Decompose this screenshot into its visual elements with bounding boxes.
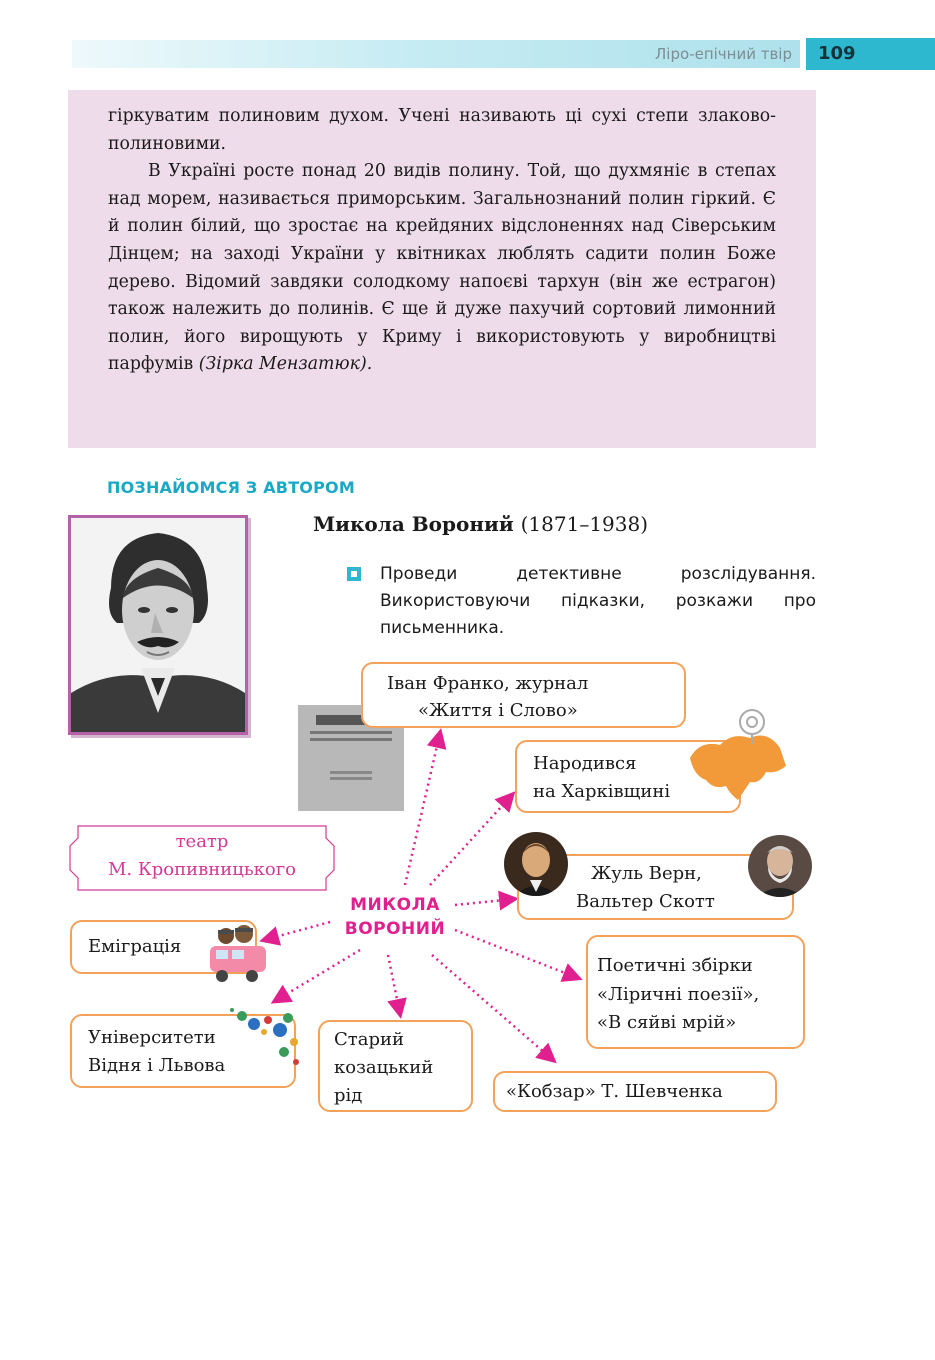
cossack-line-3: рід (334, 1085, 363, 1106)
kobzar-text: «Кобзар» Т. Шевченка (506, 1081, 723, 1102)
verne-line-1: Жуль Верн, (591, 863, 702, 884)
bubble-kobzar (493, 1071, 777, 1112)
verne-line-2: Вальтер Скотт (576, 891, 715, 912)
arrow-cossack (388, 955, 400, 1014)
section-title: Ліро-епічний твір (655, 45, 792, 63)
emigration-text: Еміграція (88, 936, 182, 957)
poetry-line-2: «Ліричні поезії», (597, 984, 760, 1005)
jules-verne-portrait (748, 835, 812, 897)
travel-bus-icon (204, 922, 272, 986)
franko-line-2: «Життя і Слово» (418, 700, 578, 721)
theatre-line-2: М. Кропивницького (107, 859, 296, 880)
univ-line-2: Відня і Львова (88, 1055, 226, 1076)
bubble-cossack (318, 1020, 473, 1112)
bubble-franko (361, 662, 686, 728)
excerpt-paragraph-1: гіркуватим полиновим духом. Учені називають ці сухі степи злаково-полиновими. (108, 106, 776, 154)
ukraine-map-icon (680, 700, 792, 812)
excerpt-paragraph-2-text: В Україні росте понад 20 видів полину. Той, що духмяніє в степах над морем, називається приморським. Загальнознаний полин гіркий. Є й полин білий, що зростає на крейдяних відслоненнях над Сіверським Дінцем; на заході України у квітниках люблять садити полин Боже дерево. Відомий завдяки солодкому напоєві тархун (він же естрагон) також належить до полинів. Є ще й дуже пахучий сортовий лимонний полин, його вирощують у Криму і використовують у виробництві парфумів (108, 161, 776, 375)
poetry-line-1: Поетичні збірки (597, 955, 753, 976)
cossack-line-1: Старий (334, 1029, 404, 1050)
arrow-emigration (264, 922, 330, 940)
born-line-1: Народився (533, 753, 637, 774)
arrow-born (430, 795, 512, 885)
excerpt-source: (Зірка Мензатюк). (198, 354, 373, 375)
section-heading: ПОЗНАЙОМСЯ З АВТОРОМ (107, 478, 355, 497)
center-line-1: МИКОЛА (350, 895, 440, 915)
bubble-poetry (586, 935, 805, 1049)
arrow-univ (275, 950, 360, 1001)
poetry-line-3: «В сяйві мрій» (597, 1012, 737, 1033)
mindmap-center (340, 893, 450, 941)
arrow-franko (405, 733, 440, 885)
bubble-theatre (68, 824, 336, 892)
theatre-line-1: театр (175, 831, 229, 852)
born-line-2: на Харківщині (533, 781, 671, 802)
univ-line-1: Університети (88, 1027, 216, 1048)
cossack-line-2: козацький (334, 1057, 434, 1078)
page-number: 109 (806, 38, 935, 70)
author-name-text: Микола Вороний (313, 512, 514, 536)
arrow-verne (455, 899, 514, 905)
arrow-poetry (455, 930, 578, 978)
task-text: Проведи детективне розслідування. Використовуючи підказки, розкажи про письменника. (380, 564, 816, 638)
floral-ornament-icon (224, 1002, 304, 1074)
center-line-2: ВОРОНИЙ (344, 919, 446, 939)
franko-line-1: Іван Франко, журнал (387, 673, 589, 694)
author-years: (1871–1938) (520, 512, 649, 536)
walter-scott-portrait (504, 832, 568, 896)
